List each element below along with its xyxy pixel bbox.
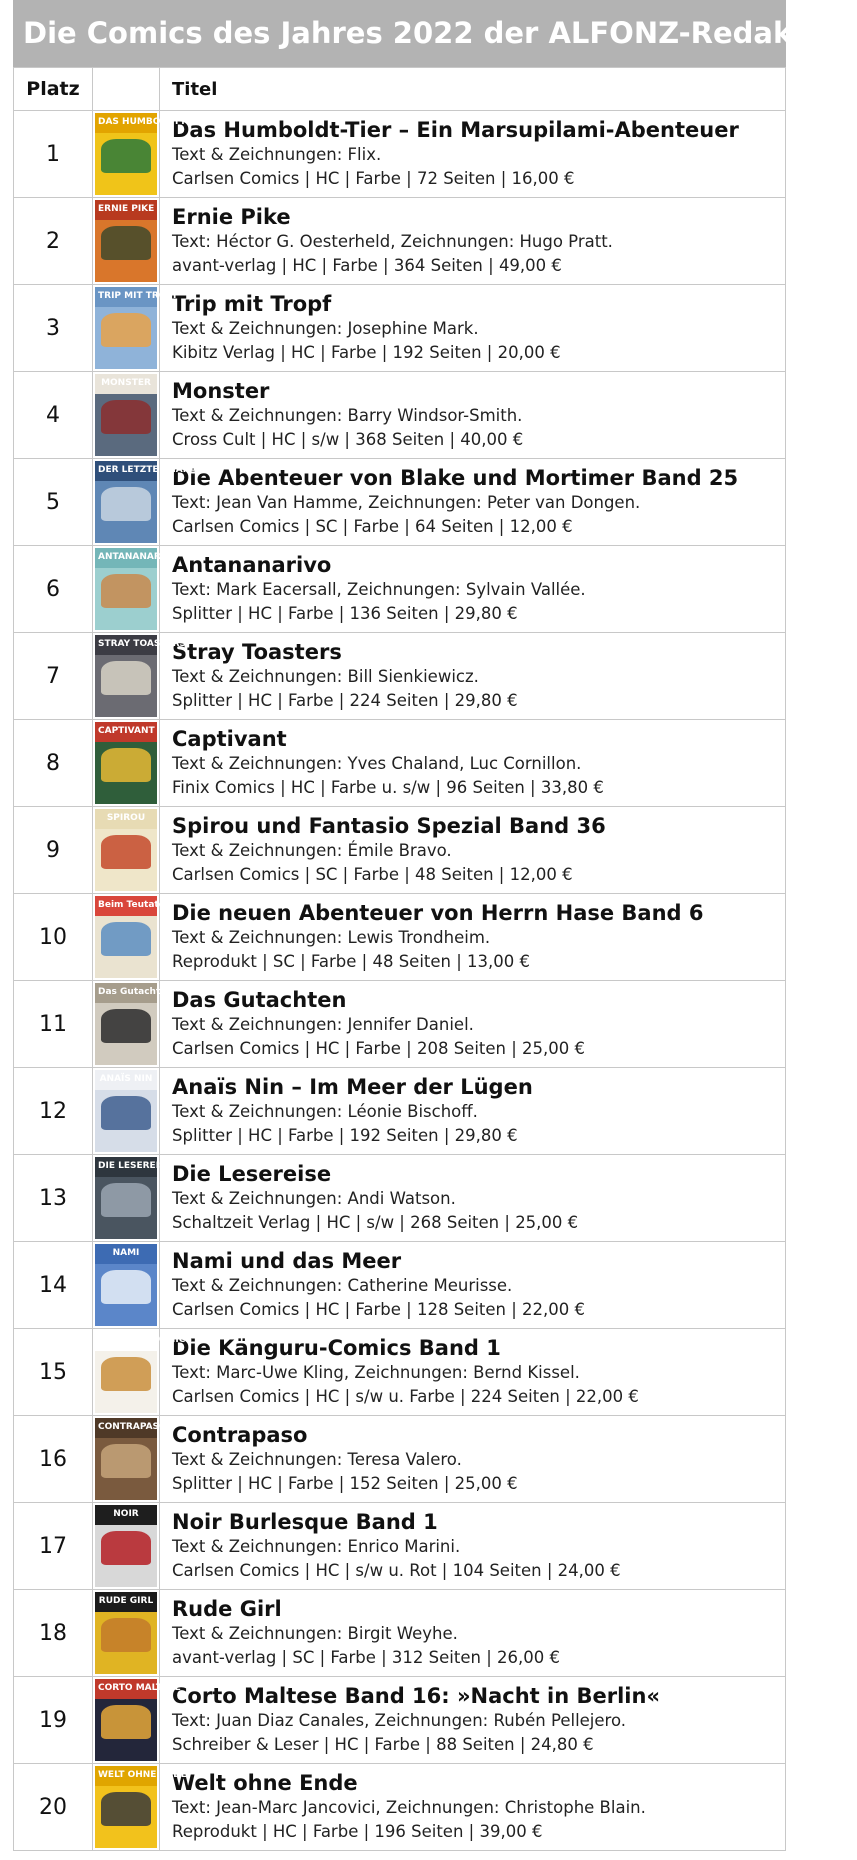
table-row: [14, 981, 786, 1068]
cover-thumbnail[interactable]: [95, 1157, 172, 1239]
table-row: [14, 285, 786, 372]
comic-title: Contrapaso: [172, 1423, 308, 1447]
rank-cell: 2: [14, 198, 93, 285]
comic-title: Corto Maltese Band 16: »Nacht in Berlin«: [172, 1684, 661, 1708]
cover-thumbnail[interactable]: [95, 1244, 157, 1326]
cover-illustration: [101, 1096, 151, 1130]
cover-illustration: [101, 1792, 151, 1826]
cover-lettering: CAPTIVANT: [98, 726, 155, 736]
comic-details: Schaltzeit Verlag | HC | s/w | 268 Seiten | 25,00 €: [172, 1213, 579, 1232]
title-cell: [160, 1068, 786, 1155]
title-cell: [160, 1590, 786, 1677]
table-header-row: [14, 68, 786, 111]
rank-cell: 3: [14, 285, 93, 372]
comic-credits: Text & Zeichnungen: Flix.: [172, 145, 382, 164]
rank-cell: 19: [14, 1677, 93, 1764]
cover-illustration: [101, 139, 151, 173]
cover-thumbnail[interactable]: [95, 1679, 181, 1761]
table-row: [14, 1155, 786, 1242]
comic-title: Antananarivo: [172, 553, 332, 577]
comic-title: Captivant: [172, 727, 287, 751]
table-row: [14, 546, 786, 633]
cover-lettering: DAS HUMBOLDTTIER: [98, 117, 203, 127]
comic-title: Nami und das Meer: [172, 1249, 402, 1273]
comic-details: Splitter | HC | Farbe | 192 Seiten | 29,80 €: [172, 1126, 518, 1145]
cover-cell: [93, 1416, 167, 1503]
title-cell: [160, 807, 786, 894]
cover-thumbnail[interactable]: [95, 1592, 157, 1674]
cover-thumbnail[interactable]: [95, 1505, 157, 1587]
comic-credits: Text & Zeichnungen: Teresa Valero.: [172, 1450, 462, 1469]
comic-details: Splitter | HC | Farbe | 224 Seiten | 29,80 €: [172, 691, 518, 710]
cover-illustration: [101, 400, 151, 434]
rank-cell: 17: [14, 1503, 93, 1590]
comic-details: avant-verlag | HC | Farbe | 364 Seiten | 49,00 €: [172, 256, 562, 275]
cover-thumbnail[interactable]: [95, 1331, 192, 1413]
cover-illustration: [101, 313, 151, 347]
comic-credits: Text & Zeichnungen: Catherine Meurisse.: [172, 1276, 513, 1295]
comic-details: Cross Cult | HC | s/w | 368 Seiten | 40,00 €: [172, 430, 524, 449]
cover-illustration: [101, 1444, 151, 1478]
cover-illustration: [101, 1270, 151, 1304]
title-cell: [160, 633, 786, 720]
column-header-cover: [93, 68, 160, 111]
cover-lettering: NAMI: [112, 1248, 140, 1258]
cover-cell: [93, 894, 175, 981]
comic-credits: Text & Zeichnungen: Léonie Bischoff.: [172, 1102, 478, 1121]
cover-lettering: ANTANANARIVO: [98, 552, 179, 562]
comic-credits: Text: Héctor G. Oesterheld, Zeichnungen: Hugo Pratt.: [172, 232, 613, 251]
comic-details: Carlsen Comics | SC | Farbe | 64 Seiten | 12,00 €: [172, 517, 573, 536]
cover-thumbnail[interactable]: [95, 1418, 167, 1500]
cover-thumbnail[interactable]: [95, 287, 180, 369]
cover-lettering: MONSTER: [101, 378, 151, 388]
cover-illustration: [101, 226, 151, 260]
cover-cell: [93, 1764, 187, 1851]
cover-cell: [93, 1068, 160, 1155]
title-cell: [160, 720, 786, 807]
title-cell: [160, 198, 786, 285]
cover-lettering: CONTRAPASO: [98, 1422, 167, 1432]
cover-lettering: ANAÏS NIN: [99, 1074, 153, 1084]
comic-credits: Text & Zeichnungen: Yves Chaland, Luc Cornillon.: [172, 754, 582, 773]
cover-lettering: DIE LESEREISE: [98, 1161, 172, 1171]
column-header-title: Titel: [160, 68, 786, 111]
table-row: [14, 1329, 786, 1416]
cover-lettering: WELT OHNE ENDE: [98, 1770, 187, 1780]
comic-title: Die Känguru-Comics Band 1: [172, 1336, 501, 1360]
comic-details: Finix Comics | HC | Farbe u. s/w | 96 Seiten | 33,80 €: [172, 778, 604, 797]
comic-credits: Text: Mark Eacersall, Zeichnungen: Sylvain Vallée.: [172, 580, 586, 599]
cover-illustration: [101, 1531, 151, 1565]
comic-details: Carlsen Comics | HC | Farbe | 72 Seiten | 16,00 €: [172, 169, 575, 188]
cover-cell: [93, 633, 187, 720]
cover-cell: [93, 807, 160, 894]
comic-credits: Text & Zeichnungen: Émile Bravo.: [172, 841, 452, 860]
cover-illustration: [101, 574, 151, 608]
column-header-rank: Platz: [14, 68, 93, 111]
comic-details: Kibitz Verlag | HC | Farbe | 192 Seiten | 20,00 €: [172, 343, 561, 362]
cover-lettering: CORTO MALTESE: [98, 1683, 181, 1693]
comic-credits: Text & Zeichnungen: Andi Watson.: [172, 1189, 456, 1208]
comic-details: Splitter | HC | Farbe | 136 Seiten | 29,80 €: [172, 604, 518, 623]
title-cell: [160, 981, 786, 1068]
cover-lettering: KÄNGURU-COMICS: [98, 1335, 192, 1345]
cover-cell: [93, 111, 203, 198]
title-cell: [160, 1677, 786, 1764]
rank-cell: 15: [14, 1329, 93, 1416]
comic-details: Carlsen Comics | HC | s/w u. Rot | 104 Seiten | 24,00 €: [172, 1561, 621, 1580]
table-row: [14, 1590, 786, 1677]
comic-credits: Text: Marc-Uwe Kling, Zeichnungen: Bernd Kissel.: [172, 1363, 580, 1382]
comic-title: Das Humboldt-Tier – Ein Marsupilami-Abenteuer: [172, 118, 739, 142]
cover-lettering: DER LETZTE PHARAO: [98, 465, 205, 475]
table-row: [14, 807, 786, 894]
table-row: [14, 894, 786, 981]
title-cell: [160, 1503, 786, 1590]
comic-title: Das Gutachten: [172, 988, 347, 1012]
cover-illustration: [101, 487, 151, 521]
cover-lettering: ERNIE PIKE: [98, 204, 155, 214]
rank-cell: 12: [14, 1068, 93, 1155]
comic-credits: Text & Zeichnungen: Barry Windsor-Smith.: [172, 406, 523, 425]
comic-title: Stray Toasters: [172, 640, 342, 664]
comic-title: Die Lesereise: [172, 1162, 332, 1186]
comic-credits: Text & Zeichnungen: Enrico Marini.: [172, 1537, 461, 1556]
rank-cell: 13: [14, 1155, 93, 1242]
cover-illustration: [101, 1357, 151, 1391]
comic-title: Rude Girl: [172, 1597, 282, 1621]
table-row: [14, 198, 786, 285]
comic-details: Schreiber & Leser | HC | Farbe | 88 Seiten | 24,80 €: [172, 1735, 594, 1754]
ranking-frame: [13, 0, 857, 1851]
cover-cell: [93, 1329, 192, 1416]
rank-cell: 14: [14, 1242, 93, 1329]
comic-credits: Text: Juan Diaz Canales, Zeichnungen: Rubén Pellejero.: [172, 1711, 627, 1730]
cover-thumbnail[interactable]: [95, 1766, 187, 1848]
table-row: [14, 1242, 786, 1329]
title-cell: [160, 546, 786, 633]
title-cell: [160, 285, 786, 372]
comic-title: Spirou und Fantasio Spezial Band 36: [172, 814, 606, 838]
table-row: [14, 372, 786, 459]
table-row: [14, 720, 786, 807]
table-row: [14, 1416, 786, 1503]
cover-cell: [93, 459, 205, 546]
cover-cell: [93, 1155, 172, 1242]
rank-cell: 11: [14, 981, 93, 1068]
comic-credits: Text & Zeichnungen: Jennifer Daniel.: [172, 1015, 474, 1034]
comic-title: Anaïs Nin – Im Meer der Lügen: [172, 1075, 533, 1099]
comic-details: Carlsen Comics | HC | Farbe | 128 Seiten | 22,00 €: [172, 1300, 586, 1319]
ranking-table: [13, 67, 786, 1851]
table-row: [14, 1068, 786, 1155]
table-row: [14, 459, 786, 546]
comic-details: Carlsen Comics | HC | s/w u. Farbe | 224 Seiten | 22,00 €: [172, 1387, 639, 1406]
cover-cell: [93, 1677, 181, 1764]
title-cell: [160, 1764, 786, 1851]
cover-thumbnail[interactable]: [95, 722, 157, 804]
title-cell: [160, 1242, 786, 1329]
comic-details: Splitter | HC | Farbe | 152 Seiten | 25,00 €: [172, 1474, 518, 1493]
rank-cell: 8: [14, 720, 93, 807]
cover-illustration: [101, 1618, 151, 1652]
cover-lettering: SPIROU: [106, 813, 146, 823]
cover-cell: [93, 1242, 160, 1329]
comic-title: Trip mit Tropf: [172, 292, 332, 316]
title-cell: [160, 894, 786, 981]
comic-title: Die Abenteuer von Blake und Mortimer Band 25: [172, 466, 739, 490]
cover-thumbnail[interactable]: [95, 461, 205, 543]
title-cell: [160, 459, 786, 546]
cover-illustration: [101, 1705, 151, 1739]
cover-illustration: [101, 1009, 151, 1043]
cover-lettering: Das Gutachten: [98, 987, 173, 997]
comic-title: Die neuen Abenteuer von Herrn Hase Band 6: [172, 901, 704, 925]
cover-illustration: [101, 835, 151, 869]
cover-thumbnail[interactable]: [95, 896, 175, 978]
title-cell: [160, 372, 786, 459]
comic-credits: Text & Zeichnungen: Bill Sienkiewicz.: [172, 667, 479, 686]
table-row: [14, 1677, 786, 1764]
comic-credits: Text: Jean-Marc Jancovici, Zeichnungen: Christophe Blain.: [172, 1798, 646, 1817]
rank-cell: 4: [14, 372, 93, 459]
cover-thumbnail[interactable]: [95, 113, 203, 195]
table-row: [14, 111, 786, 198]
comic-credits: Text & Zeichnungen: Birgit Weyhe.: [172, 1624, 458, 1643]
cover-lettering: NOIR: [113, 1509, 139, 1519]
cover-illustration: [101, 661, 151, 695]
cover-thumbnail[interactable]: [95, 809, 157, 891]
page-title: Die Comics des Jahres 2022 der ALFONZ-Redaktion: [13, 0, 786, 67]
rank-cell: 9: [14, 807, 93, 894]
comic-details: avant-verlag | SC | Farbe | 312 Seiten | 26,00 €: [172, 1648, 560, 1667]
comic-title: Welt ohne Ende: [172, 1771, 358, 1795]
rank-cell: 6: [14, 546, 93, 633]
rank-cell: 1: [14, 111, 93, 198]
comic-title: Ernie Pike: [172, 205, 291, 229]
cover-lettering: RUDE GIRL: [98, 1596, 154, 1606]
cover-cell: [93, 1503, 160, 1590]
cover-thumbnail[interactable]: [95, 635, 187, 717]
cover-illustration: [101, 1183, 151, 1217]
ranking-body: [14, 111, 786, 1851]
cover-cell: [93, 720, 160, 807]
title-cell: [160, 111, 786, 198]
comic-details: Carlsen Comics | SC | Farbe | 48 Seiten | 12,00 €: [172, 865, 573, 884]
cover-lettering: TRIP MIT TROPF: [98, 291, 180, 301]
cover-cell: [93, 546, 179, 633]
cover-cell: [93, 285, 180, 372]
comic-title: Noir Burlesque Band 1: [172, 1510, 438, 1534]
table-row: [14, 1764, 786, 1851]
cover-lettering: Beim Teutates!: [98, 900, 175, 910]
cover-thumbnail[interactable]: [95, 983, 173, 1065]
cover-thumbnail[interactable]: [95, 548, 179, 630]
rank-cell: 7: [14, 633, 93, 720]
rank-cell: 10: [14, 894, 93, 981]
title-cell: [160, 1329, 786, 1416]
rank-cell: 20: [14, 1764, 93, 1851]
rank-cell: 16: [14, 1416, 93, 1503]
cover-illustration: [101, 748, 151, 782]
cover-thumbnail[interactable]: [95, 1070, 157, 1152]
title-cell: [160, 1416, 786, 1503]
comic-details: Carlsen Comics | HC | Farbe | 208 Seiten | 25,00 €: [172, 1039, 586, 1058]
title-cell: [160, 1155, 786, 1242]
comic-credits: Text: Jean Van Hamme, Zeichnungen: Peter van Dongen.: [172, 493, 641, 512]
cover-illustration: [101, 922, 151, 956]
comic-credits: Text & Zeichnungen: Josephine Mark.: [172, 319, 479, 338]
cover-thumbnail[interactable]: [95, 200, 157, 282]
cover-thumbnail[interactable]: [95, 374, 157, 456]
rank-cell: 18: [14, 1590, 93, 1677]
comic-title: Monster: [172, 379, 270, 403]
table-row: [14, 633, 786, 720]
table-row: [14, 1503, 786, 1590]
comic-details: Reprodukt | SC | Farbe | 48 Seiten | 13,00 €: [172, 952, 531, 971]
cover-cell: [93, 198, 160, 285]
cover-cell: [93, 981, 173, 1068]
comic-details: Reprodukt | HC | Farbe | 196 Seiten | 39,00 €: [172, 1822, 543, 1841]
cover-cell: [93, 1590, 160, 1677]
cover-cell: [93, 372, 160, 459]
rank-cell: 5: [14, 459, 93, 546]
comic-credits: Text & Zeichnungen: Lewis Trondheim.: [172, 928, 491, 947]
cover-lettering: STRAY TOASTERS: [98, 639, 187, 649]
